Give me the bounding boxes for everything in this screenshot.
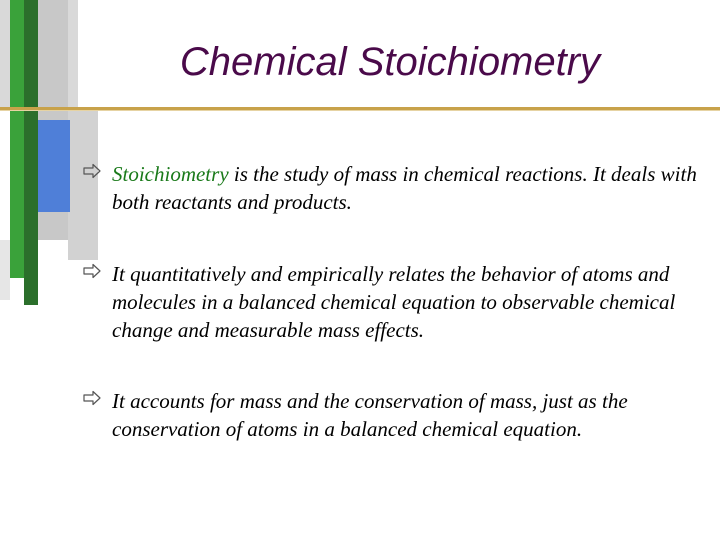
term-stoichiometry: Stoichiometry xyxy=(112,162,229,186)
outline-right-arrow-icon xyxy=(82,263,102,279)
bullet-text-3: It accounts for mass and the conservation of mass, just as the conservation of atoms in a balanced chemical equation. xyxy=(112,389,628,441)
decorative-gray-bar-right xyxy=(68,110,98,260)
bullet-text-1 xyxy=(112,160,712,216)
outline-right-arrow-icon xyxy=(82,163,102,179)
slide-title: Chemical Stoichiometry xyxy=(179,40,601,84)
decorative-gray-bar-low xyxy=(0,240,10,300)
bullet-text-2: It quantitatively and empirically relates the behavior of atoms and molecules in a balanced chemical equation to observable chemical change and measurable mass effects. xyxy=(112,262,676,342)
outline-right-arrow-icon xyxy=(82,390,102,406)
title-divider-shadow xyxy=(0,110,720,111)
decorative-dark-green-bar xyxy=(24,0,38,305)
decorative-blue-block xyxy=(38,120,70,212)
bullet-1-rest: is the study of mass in chemical reactions. It deals with both reactants and products. xyxy=(112,162,697,214)
decorative-light-green-bar xyxy=(10,0,24,278)
